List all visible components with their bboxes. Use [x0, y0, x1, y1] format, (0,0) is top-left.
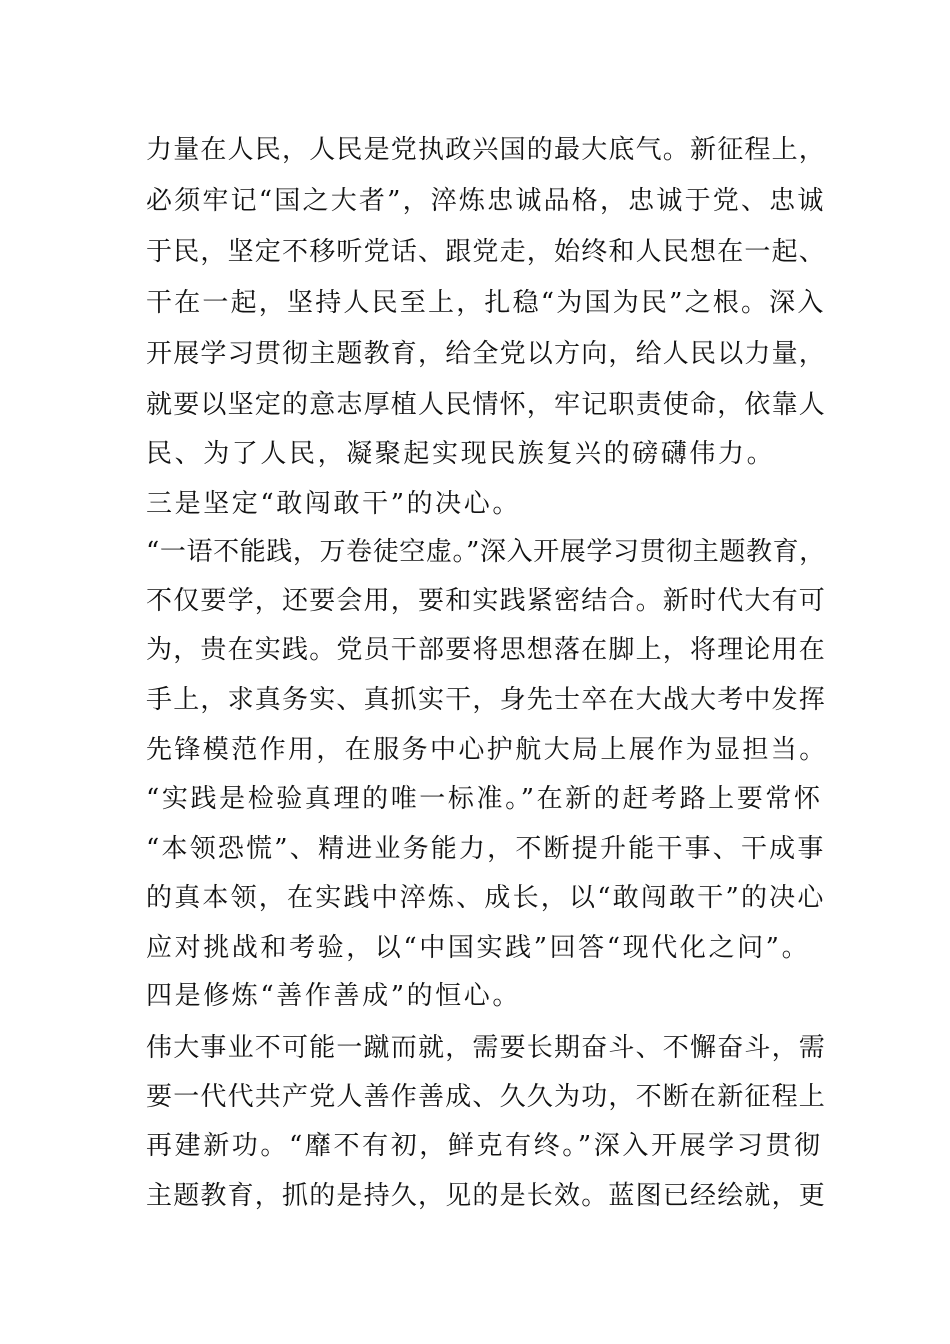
body-text-line: 不仅要学，还要会用，要和实践紧密结合。新时代大有可 — [146, 586, 827, 616]
body-text-line: 必须牢记“国之大者”，淬炼忠诚品格，忠诚于党、忠诚 — [146, 186, 826, 216]
section-heading-4: 四是修炼“善作善成”的恒心。 — [146, 981, 521, 1011]
body-text-line: 的真本领，在实践中淬炼、成长，以“敢闯敢干”的决心 — [146, 883, 826, 913]
body-text-line: “实践是检验真理的唯一标准。”在新的赶考路上要常怀 — [146, 784, 823, 814]
body-text-line: 主题教育，抓的是持久，见的是长效。蓝图已经绘就，更 — [146, 1181, 827, 1211]
body-text-line: 应对挑战和考验，以“中国实践”回答“现代化之问”。 — [146, 933, 811, 963]
body-text-line: 就要以坚定的意志厚植人民情怀，牢记职责使命，依靠人 — [146, 390, 827, 420]
body-text-line: 民、为了人民，凝聚起实现民族复兴的磅礴伟力。 — [146, 439, 776, 469]
body-text-line: 伟大事业不可能一蹴而就，需要长期奋斗、不懈奋斗，需 — [146, 1033, 827, 1063]
body-text-line: 为，贵在实践。党员干部要将思想落在脚上，将理论用在 — [146, 635, 827, 665]
body-text-line: 手上，求真务实、真抓实干，身先士卒在大战大考中发挥 — [146, 685, 827, 715]
body-text-line: 再建新功。“靡不有初，鲜克有终。”深入开展学习贯彻 — [146, 1131, 823, 1161]
body-text-line: 先锋模范作用，在服务中心护航大局上展作为显担当。 — [146, 735, 828, 765]
body-text-line: 开展学习贯彻主题教育，给全党以方向，给人民以力量， — [146, 339, 827, 369]
section-heading-3: 三是坚定“敢闯敢干”的决心。 — [146, 489, 521, 519]
body-text-line: 要一代代共产党人善作善成、久久为功，不断在新征程上 — [146, 1082, 827, 1112]
body-text-line: “一语不能践，万卷徒空虚。”深入开展学习贯彻主题教育， — [146, 537, 826, 567]
body-text-line: “本领恐慌”、精进业务能力，不断提升能干事、干成事 — [146, 834, 826, 864]
body-text-line: 于民，坚定不移听党话、跟党走，始终和人民想在一起、 — [146, 237, 827, 267]
body-text-line: 干在一起，坚持人民至上，扎稳“为国为民”之根。深入 — [146, 288, 826, 318]
body-text-line: 力量在人民，人民是党执政兴国的最大底气。新征程上， — [146, 135, 827, 165]
